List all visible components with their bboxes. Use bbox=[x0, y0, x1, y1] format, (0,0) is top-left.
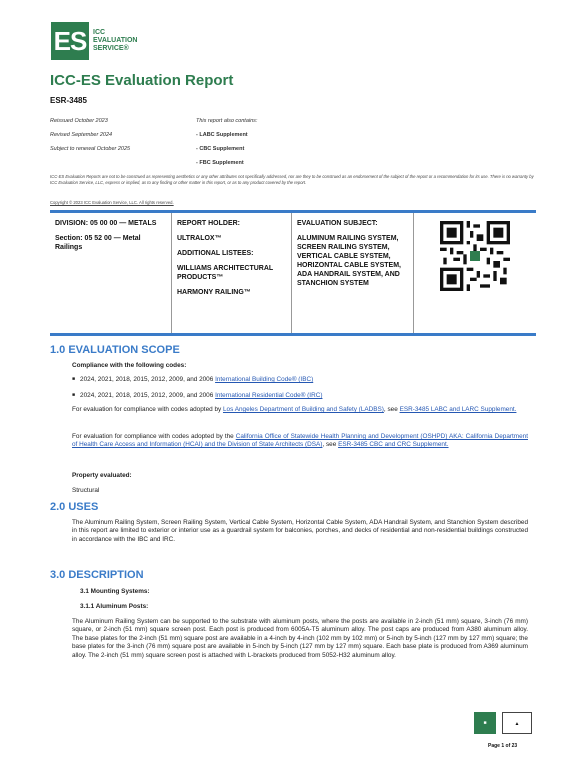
logo-mark: ES bbox=[51, 22, 89, 60]
subsection-mounting: 3.1 Mounting Systems: bbox=[80, 588, 150, 595]
ladbs-paragraph: For evaluation for compliance with codes adopted by Los Angeles Department of Building and Safety (LADBS), see ESR-3485 LABC and LARC Supplement. bbox=[72, 406, 517, 413]
irc-link[interactable]: International Residential Code® (IRC) bbox=[215, 392, 323, 399]
bullet-ibc: ■ 2024, 2021, 2018, 2015, 2012, 2009, and 2006 International Building Code® (IBC) bbox=[72, 376, 313, 383]
ladbs-link[interactable]: Los Angeles Department of Building and Safety (LADBS) bbox=[222, 406, 384, 413]
supplement-fbc[interactable]: - FBC Supplement bbox=[196, 160, 244, 166]
footer-logos bbox=[474, 712, 532, 734]
logo-text: ICC EVALUATION SERVICE® bbox=[93, 29, 138, 52]
oshpd-link[interactable]: California Office of Statewide Health Planning and Development (OSHPD) AKA: California Department of Health Care Access and Information (HCAI) and the Division of State Architects (DSA) bbox=[72, 433, 528, 449]
subsection-posts: 3.1.1 Aluminum Posts: bbox=[80, 603, 149, 610]
cbc-supplement-link[interactable]: ESR-3485 CBC and CRC Supplement. bbox=[338, 441, 449, 449]
ansi-logo: ▲ bbox=[502, 712, 532, 734]
icc-es-logo bbox=[51, 22, 137, 60]
supplement-cbc[interactable]: - CBC Supplement bbox=[196, 146, 245, 152]
report-title: ICC-ES Evaluation Report bbox=[50, 72, 234, 89]
uses-paragraph: The Aluminum Railing System, Screen Railing System, Vertical Cable System, Horizontal Cable System, ADA Handrail System, and Stanchion System described in this report are limited to exterior or interior use as a guardrail system for balconies, porches, and decks of residential and non-residential buildings constructed in accordance with the IBC and IRC. bbox=[72, 519, 528, 543]
compliance-label: Compliance with the following codes: bbox=[72, 362, 187, 369]
report-dates: Reissued October 2023 Revised September 2024 Subject to renewal October 2025 bbox=[50, 118, 131, 152]
report-holder-cell: REPORT HOLDER: ULTRALOX™ ADDITIONAL LISTEES: WILLIAMS ARCHITECTURAL PRODUCTS™ HARMONY RAILING™ bbox=[172, 213, 292, 333]
section-heading-description: 3.0 DESCRIPTION bbox=[50, 569, 144, 581]
bullet-irc: ■ 2024, 2021, 2018, 2015, 2012, 2009, and 2006 International Residential Code® (IRC) bbox=[72, 392, 322, 399]
ibc-link[interactable]: International Building Code® (IBC) bbox=[215, 376, 314, 383]
qr-code-icon[interactable] bbox=[440, 221, 510, 291]
supplements-list: This report also contains: - LABC Supplement - CBC Supplement - FBC Supplement bbox=[196, 114, 257, 170]
copyright[interactable]: Copyright © 2023 ICC Evaluation Service, LLC. All rights reserved. bbox=[50, 200, 174, 205]
property-label: Property evaluated: bbox=[72, 472, 132, 479]
disclaimer: ICC-ES Evaluation Reports are not to be construed as representing aesthetics or any other attributes not specifically addressed, nor are they to be construed as an endorsement of the subject of the report or a recommendation for its use. There is no warranty by ICC Evaluation Service, LLC, express or implied, as to any finding or other matter in this report, or as to any product covered by the report. bbox=[50, 174, 534, 185]
section-heading-scope: 1.0 EVALUATION SCOPE bbox=[50, 344, 180, 356]
property-value: Structural bbox=[72, 487, 100, 494]
supplement-labc[interactable]: - LABC Supplement bbox=[196, 132, 248, 138]
evaluation-subject-cell: EVALUATION SUBJECT: ALUMINUM RAILING SYSTEM, SCREEN RAILING SYSTEM, VERTICAL CABLE SYSTEM, HORIZONTAL CABLE SYSTEM, ADA HANDRAIL SYSTEM, AND STANCHION SYSTEM bbox=[292, 213, 414, 333]
qr-cell bbox=[414, 213, 536, 333]
ladbs-supplement-link[interactable]: ESR-3485 LABC and LARC Supplement. bbox=[399, 406, 517, 413]
cbc-paragraph: For evaluation for compliance with codes adopted by the California Office of Statewide Health Planning and Development (OSHPD) AKA: California Department of Health Care Access and Information (HCAI) and the Division of State Architects (DSA), see ESR-3485 CBC and CRC Supplement. bbox=[72, 433, 528, 449]
page-number: Page 1 of 23 bbox=[488, 743, 518, 749]
info-table bbox=[50, 210, 536, 336]
posts-paragraph: The Aluminum Railing System can be supported to the substrate with aluminum posts, where the posts are available in 2-inch (51 mm) square, 3-inch (76 mm) square, or 2-inch (51 mm) square screen post. Each post is produced from 6005A-T5 aluminum alloy. The post caps are produced from A380 aluminum alloy. The base plates for the 2-inch (51 mm) square post are available in a 4-inch by 4-inch (102 mm by 102 mm) or 5-inch by 5-inch (127 mm by 127 mm) square; the base plates for the 3-inch (76 mm) square post are available in 5-inch by 5-inch (127 mm by 127 mm) square. Each base plate is produced from A369 aluminum alloy. The 2-inch (51 mm) square screen post is attached with L-brackets produced from 5052-H32 aluminum alloy. bbox=[72, 618, 528, 659]
section-heading-uses: 2.0 USES bbox=[50, 501, 99, 513]
division-cell: DIVISION: 05 00 00 — METALS Section: 05 52 00 — Metal Railings bbox=[50, 213, 172, 333]
report-number: ESR-3485 bbox=[50, 96, 87, 105]
accreditation-logo: ■ bbox=[474, 712, 496, 734]
